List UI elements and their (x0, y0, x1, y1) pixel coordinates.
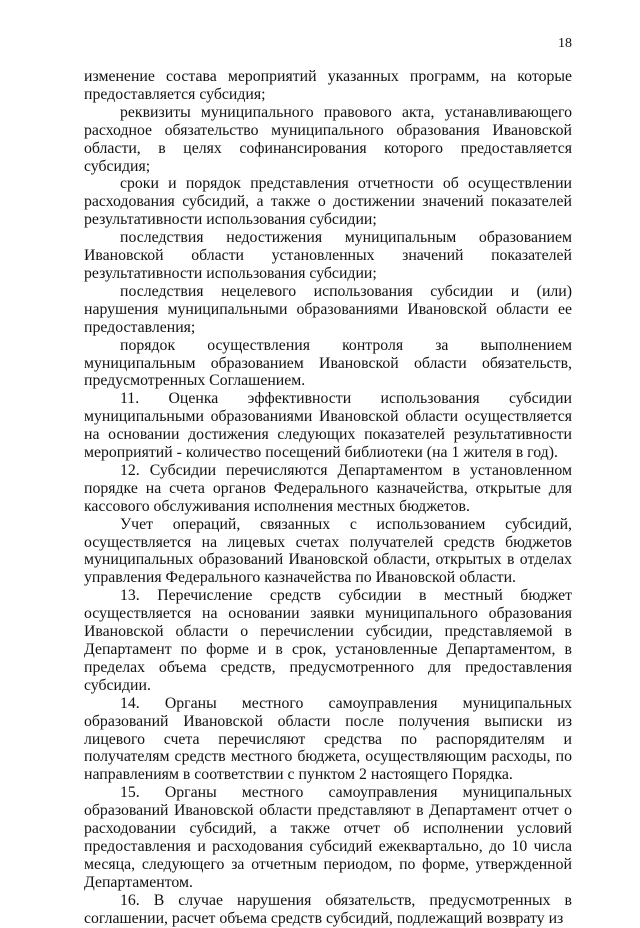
paragraph-16-breach-of-obligations: 16. В случае нарушения обязательств, предусмотренных в соглашении, расчет объема средств субсидий, подлежащий возврату из (84, 891, 572, 927)
paragraph-misuse-consequences: последствия нецелевого использования субсидии и (или) нарушения муниципальными образованиями Ивановской области ее предоставления; (84, 282, 572, 336)
paragraph-control-procedure: порядок осуществления контроля за выполнением муниципальным образованием Ивановской области обязательств, предусмотренных Соглашением. (84, 336, 572, 390)
paragraph-14-local-distribution: 14. Органы местного самоуправления муниципальных образований Ивановской области после получения выписки из лицевого счета перечисляют средства по распорядителям и получателям средств местного бюджета, осуществляющим расходы, по направлениям в соответствии с пунктом 2 настоящего Порядка. (84, 694, 572, 784)
paragraph-non-achievement-consequences: последствия недостижения муниципальным образованием Ивановской области установленных значений показателей результативности использования субсидии; (84, 229, 572, 282)
document-body (84, 68, 572, 928)
paragraph-continuation: изменение состава мероприятий указанных программ, на которые предоставляется субсидия; (84, 68, 572, 103)
paragraph-15-reporting: 15. Органы местного самоуправления муниципальных образований Ивановской области представляют в Департамент отчет о расходовании субсидий, а также отчет об исполнении условий предоставления и расходования субсидий ежеквартально, до 10 числа месяца, следующего за отчетным периодом, по форме, утвержденной Департаментом. (84, 784, 572, 891)
paragraph-13-transfer-application: 13. Перечисление средств субсидии в местный бюджет осуществляется на основании заявки муниципального образования Ивановской области о перечислении субсидии, представляемой в Департамент по форме и в срок, установленные Департаментом, в пределах объема средств, предусмотренного для предоставления субсидии. (84, 587, 572, 694)
paragraph-reporting-terms: сроки и порядок представления отчетности об осуществлении расходования субсидий, а также о достижении значений показателей результативности использования субсидии; (84, 175, 572, 229)
paragraph-accounting-of-operations: Учет операций, связанных с использованием субсидий, осуществляется на лицевых счетах получателей средств бюджетов муниципальных образований Ивановской области, открытых в отделах управления Федерального казначейства по Ивановской области. (84, 515, 572, 587)
paragraph-12-transfer-of-subsidies: 12. Субсидии перечисляются Департаментом в установленном порядке на счета органов Федерального казначейства, открытые для кассового обслуживания исполнения местных бюджетов. (84, 461, 572, 515)
page-number: 18 (558, 36, 572, 51)
paragraph-11-efficiency-assessment: 11. Оценка эффективности использования субсидии муниципальными образованиями Ивановской области осуществляется на основании достижения следующих показателей результативности мероприятий - количество посещений библиотеки (на 1 жителя в год). (84, 390, 572, 462)
paragraph-legal-act-details: реквизиты муниципального правового акта, устанавливающего расходное обязательство муниципального образования Ивановской области, в целях софинансирования которого предоставляется субсидия; (84, 103, 572, 175)
